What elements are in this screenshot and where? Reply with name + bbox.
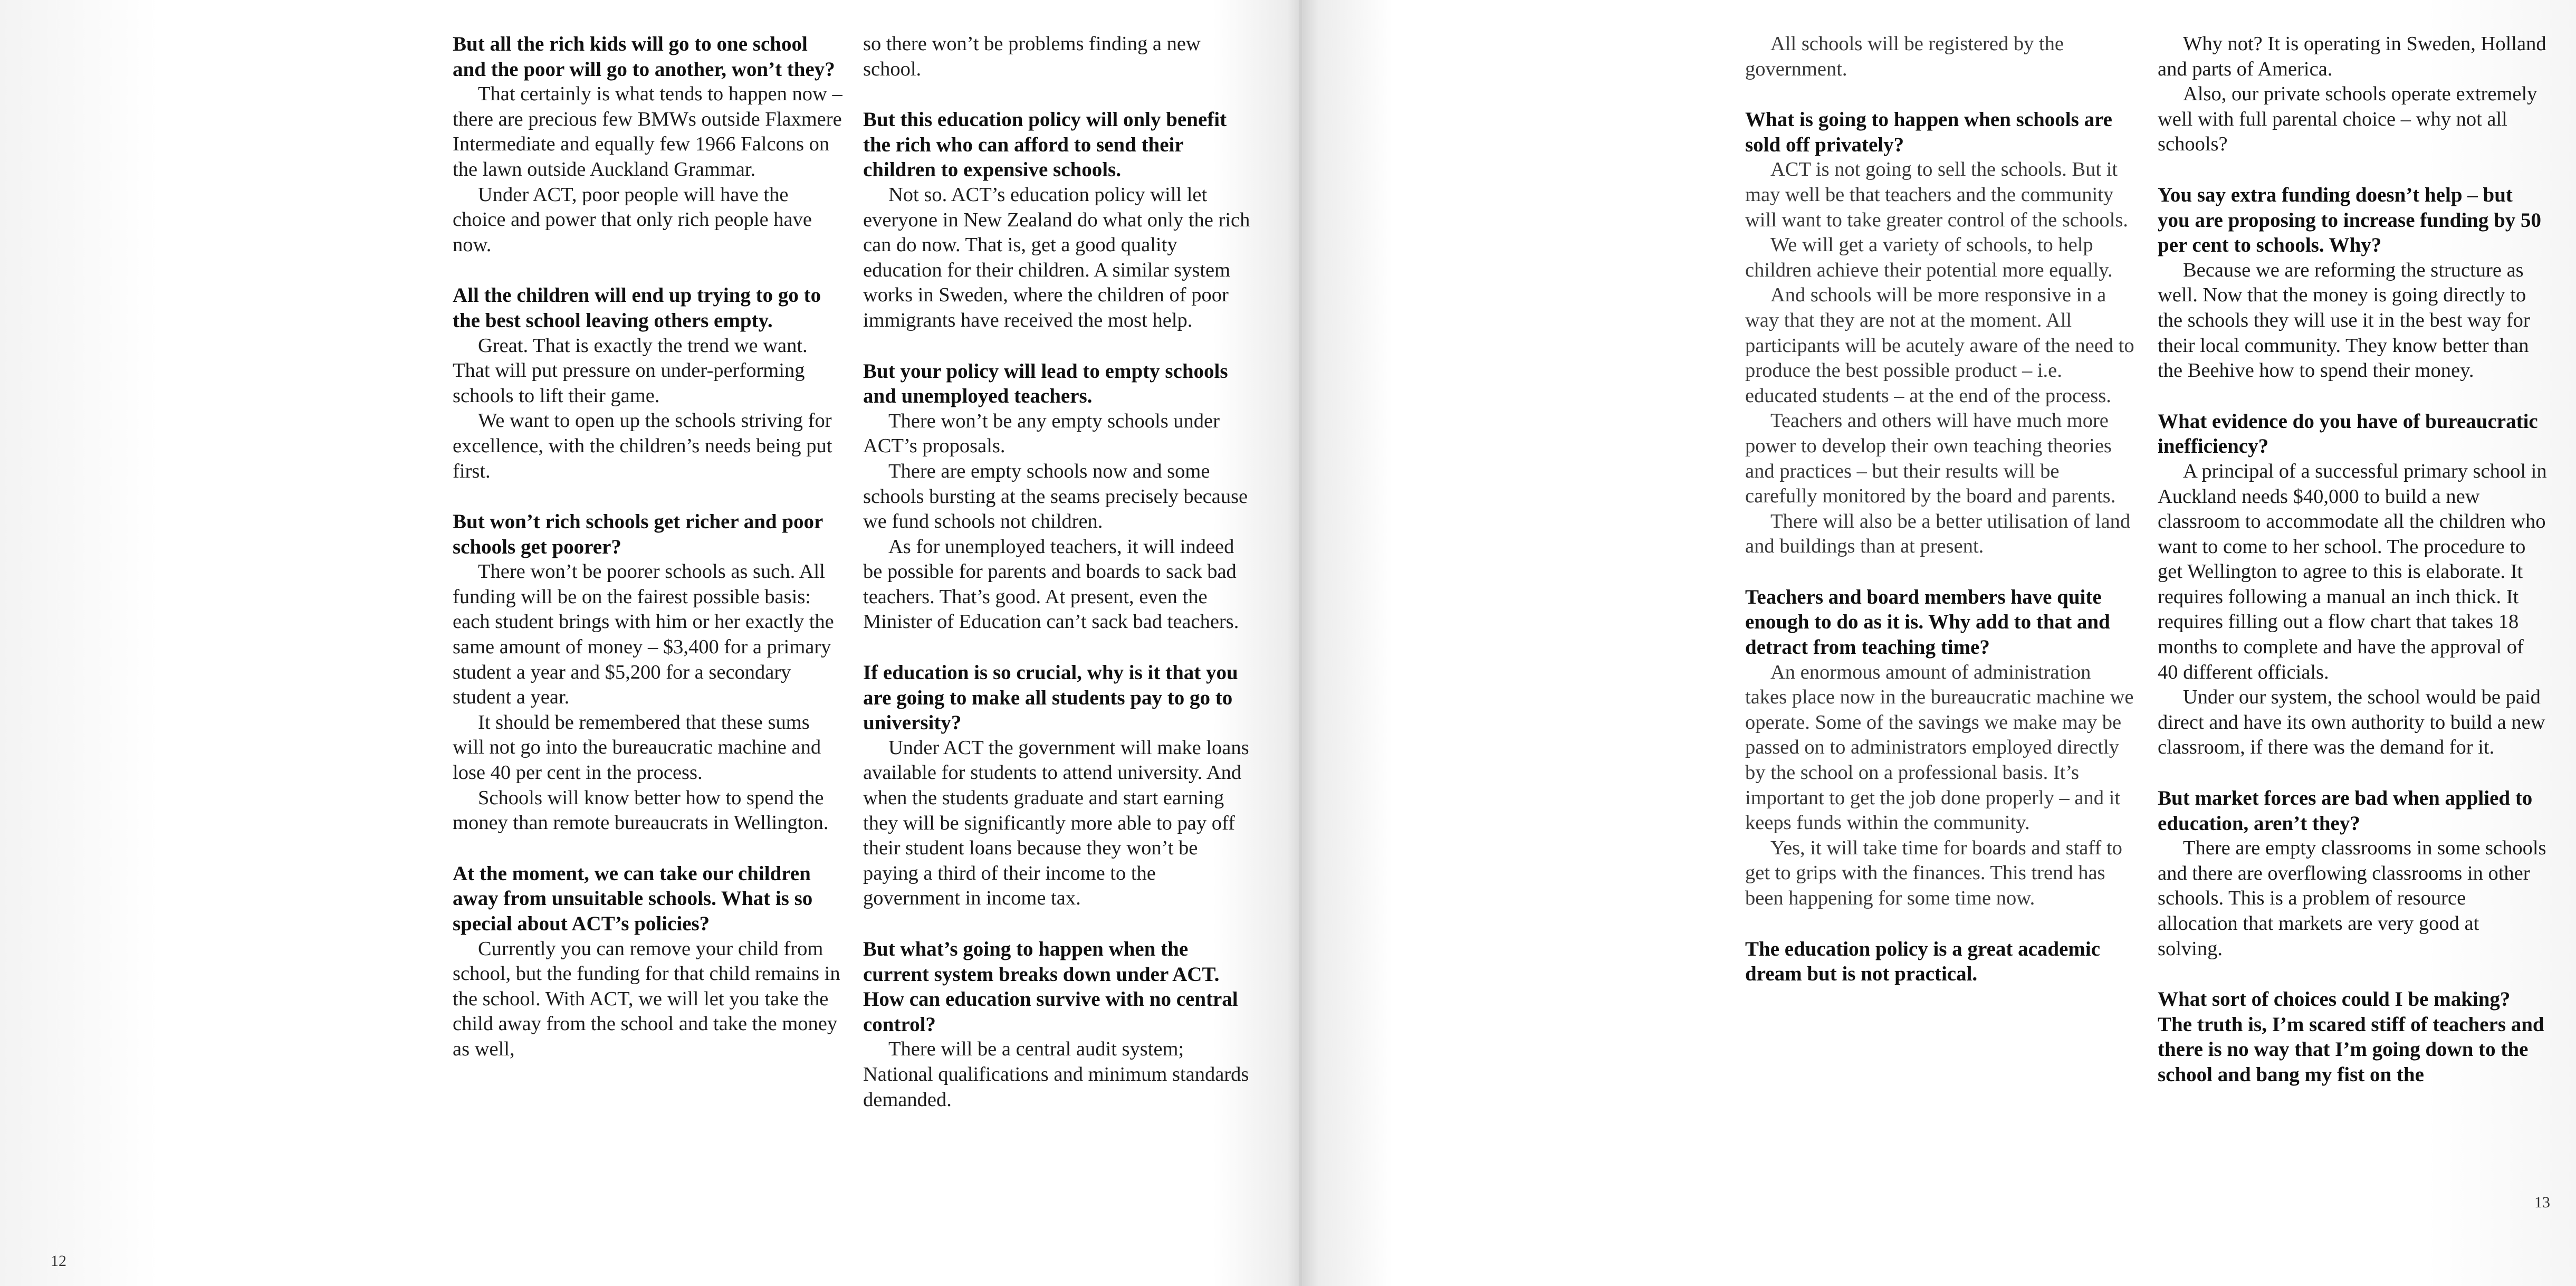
left-page-column-1 bbox=[453, 32, 843, 1062]
answer-paragraph: Great. That is exactly the trend we want. That will put pressure on under-performing schools to lift their game. bbox=[453, 334, 808, 407]
answer-paragraph: We will get a variety of schools, to help children achieve their potential more equally. bbox=[1745, 234, 2113, 281]
question-heading: You say extra funding doesn’t help – but you are proposing to increase funding by 50 per cent to schools. Why? bbox=[2158, 183, 2542, 257]
question-heading: All the children will end up trying to go to the best school leaving others empty. bbox=[453, 284, 821, 332]
answer-paragraph: There are empty classrooms in some schools and there are overflowing classrooms in other schools. This is a problem of resource allocation that markets are very good at solving. bbox=[2158, 837, 2546, 960]
question-heading: But market forces are bad when applied to education, aren’t they? bbox=[2158, 787, 2533, 835]
question-heading: But this education policy will only benefit the rich who can afford to send their children to expensive schools. bbox=[863, 108, 1227, 182]
answer-paragraph: Because we are reforming the structure as well. Now that the money is going directly to the schools they will use it in the best way for their local community. They know better than the Beehive how to spend their money. bbox=[2158, 259, 2530, 382]
answer-paragraph: There will also be a better utilisation of land and buildings than at present. bbox=[1745, 510, 2131, 558]
question-heading: But what’s going to happen when the current system breaks down under ACT. How can education survive with no central control? bbox=[863, 938, 1238, 1036]
answer-paragraph: It should be remembered that these sums will not go into the bureaucratic machine and lose 40 per cent in the process. bbox=[453, 711, 821, 784]
answer-paragraph: There will be a central audit system; National qualifications and minimum standards demanded. bbox=[863, 1038, 1249, 1111]
answer-paragraph: That certainly is what tends to happen now – there are precious few BMWs outside Flaxmere Intermediate and equally few 1966 Falcons on the lawn outside Auckland Grammar. bbox=[453, 83, 842, 180]
continued-paragraph: Why not? It is operating in Sweden, Holland and parts of America. bbox=[2158, 33, 2546, 80]
question-heading: If education is so crucial, why is it that you are going to make all students pay to go to university? bbox=[863, 661, 1238, 735]
question-heading: At the moment, we can take our children away from unsuitable schools. What is so special about ACT’s policies? bbox=[453, 862, 813, 935]
continued-paragraph: so there won’t be problems finding a new school. bbox=[863, 33, 1201, 80]
page-number-left: 12 bbox=[51, 1252, 66, 1270]
answer-paragraph: Yes, it will take time for boards and staff to get to grips with the finances. This trend has been happening for some time now. bbox=[1745, 836, 2122, 909]
question-heading: What sort of choices could I be making? The truth is, I’m scared stiff of teachers and there is no way that I’m going down to the school and bang my fist on the bbox=[2158, 988, 2544, 1086]
answer-paragraph: Teachers and others will have much more power to develop their own teaching theories and practices – but their results will be carefully monitored by the board and parents. bbox=[1745, 409, 2116, 508]
answer-paragraph: There won’t be poorer schools as such. All funding will be on the fairest possible basis: each student brings with him or her exactly the same amount of money – $3,400 for a primary student a year and $5,200 for a secondary student a year. bbox=[453, 560, 834, 709]
question-heading: What evidence do you have of bureaucratic inefficiency? bbox=[2158, 409, 2538, 458]
question-heading: What is going to happen when schools are sold off privately? bbox=[1745, 108, 2112, 156]
answer-paragraph: A principal of a successful primary school in Auckland needs $40,000 to build a new classroom to accommodate all the children who want to come to her school. The procedure to get Wellington to agree to this is elaborate. It requires following a manual an inch thick. It requires filling out a flow chart that takes 18 months to complete and have the approval of 40 different officials. bbox=[2158, 460, 2547, 683]
question-heading: Teachers and board members have quite enough to do as it is. Why add to that and detract from teaching time? bbox=[1745, 585, 2110, 659]
answer-paragraph: ACT is not going to sell the schools. But it may well be that teachers and the community will want to take greater control of the schools. bbox=[1745, 158, 2128, 231]
question-heading: But your policy will lead to empty schools and unemployed teachers. bbox=[863, 359, 1228, 408]
answer-paragraph: There won’t be any empty schools under ACT’s proposals. bbox=[863, 409, 1220, 458]
answer-paragraph: There are empty schools now and some schools bursting at the seams precisely because we fund schools not children. bbox=[863, 460, 1248, 533]
answer-paragraph: We want to open up the schools striving for excellence, with the children’s needs being put first. bbox=[453, 409, 832, 482]
question-heading: But all the rich kids will go to one school and the poor will go to another, won’t they? bbox=[453, 33, 835, 81]
page-number-right: 13 bbox=[2534, 1194, 2550, 1211]
continued-paragraph: All schools will be registered by the government. bbox=[1745, 33, 2064, 80]
continued-paragraph: Also, our private schools operate extremely well with full parental choice – why not all schools? bbox=[2158, 83, 2537, 156]
right-page-column-1 bbox=[1745, 32, 2136, 987]
answer-paragraph: As for unemployed teachers, it will indeed be possible for parents and boards to sack bad teachers. That’s good. At present, even the Minister of Education can’t sack bad teachers. bbox=[863, 535, 1239, 633]
answer-paragraph: Not so. ACT’s education policy will let everyone in New Zealand do what only the rich can do now. That is, get a good quality education for their children. A similar system works in Sweden, where the children of poor immigrants have received the most help. bbox=[863, 183, 1250, 331]
answer-paragraph: Under our system, the school would be paid direct and have its own authority to build a new classroom, if there was the demand for it. bbox=[2158, 686, 2545, 759]
right-page-column-2 bbox=[2158, 32, 2548, 1088]
answer-paragraph: Under ACT the government will make loans available for students to attend university. And when the students graduate and start earning they will be significantly more able to pay off their student loans because they won’t be paying a third of their income to the government in income tax. bbox=[863, 736, 1249, 910]
answer-paragraph: Schools will know better how to spend the money than remote bureaucrats in Wellington. bbox=[453, 786, 829, 834]
answer-paragraph: Currently you can remove your child from school, but the funding for that child remains in the school. With ACT, we will let you take the child away from the school and take the money as well, bbox=[453, 937, 840, 1060]
page-gutter bbox=[1299, 0, 1302, 1286]
answer-paragraph: Under ACT, poor people will have the choice and power that only rich people have now. bbox=[453, 183, 812, 256]
question-heading: The education policy is a great academic dream but is not practical. bbox=[1745, 937, 2101, 986]
left-page-column-2 bbox=[863, 32, 1253, 1112]
answer-paragraph: An enormous amount of administration takes place now in the bureaucratic machine we operate. Some of the savings we make may be passed on to administrators employed directly by the school on a professional basis. It’s important to get the job done properly – and it keeps funds within the community. bbox=[1745, 661, 2134, 834]
question-heading: But won’t rich schools get richer and poor schools get poorer? bbox=[453, 510, 823, 558]
answer-paragraph: And schools will be more responsive in a way that they are not at the moment. All participants will be acutely aware of the need to produce the best possible product – i.e. educated students – at the end of the process. bbox=[1745, 284, 2134, 407]
